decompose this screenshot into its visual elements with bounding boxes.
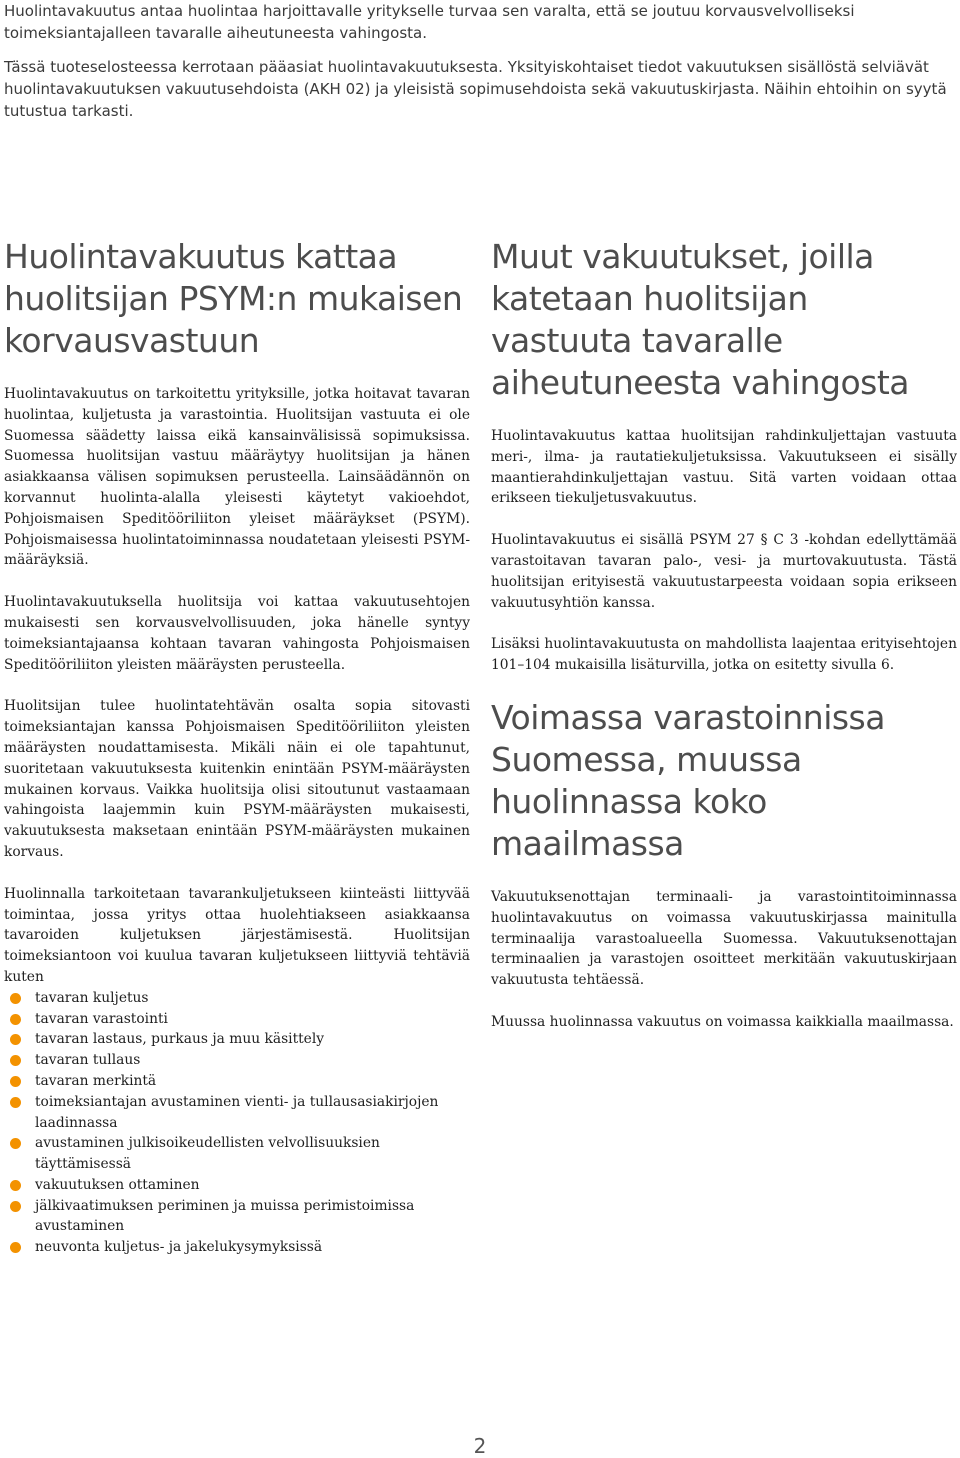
list-item: jälkivaatimuksen periminen ja muissa perimistoimissa avustaminen	[4, 1196, 470, 1238]
list-item: tavaran kuljetus	[4, 988, 470, 1009]
list-item: tavaran varastointi	[4, 1009, 470, 1030]
bullet-dot-icon	[10, 1097, 21, 1108]
section-heading-other-insurance: Muut vakuutukset, joilla katetaan huolitsijan vastuuta tavaralle aiheutuneesta vahingosta	[491, 237, 909, 402]
paragraph-worldwide-validity: Muussa huolinnassa vakuutus on voimassa kaikkialla maailmassa.	[491, 1013, 954, 1030]
list-item: tavaran tullaus	[4, 1050, 470, 1071]
bullet-dot-icon	[10, 1055, 21, 1066]
list-item: avustaminen julkisoikeudellisten velvollisuuksien täyttämisessä	[4, 1133, 470, 1175]
section-heading-coverage: Huolintavakuutus kattaa huolitsijan PSYM:n mukaisen korvausvastuun	[4, 237, 463, 360]
paragraph-agreement: Huolitsijan tulee huolintatehtävän osalta sopia sitovasti toimeksiantajan kanssa Pohjoismaisen Speditööriliiton yleisten määräysten noudattamisesta. Mikäli näin ei ole tapahtunut, suoritetaan vakuutuksesta kuitenkin enintään PSYM-määräysten mukainen korvaus. Vaikka huolitsija olisi sitoutunut vastaamaan vahingoista laajemmin kuin PSYM-määräysten mukaisesti, vakuutuksesta maksetaan enintään PSYM-määräysten mukainen korvaus.	[4, 698, 470, 860]
list-item: tavaran lastaus, purkaus ja muu käsittely	[4, 1029, 470, 1050]
task-list	[4, 988, 470, 1258]
list-item: neuvonta kuljetus- ja jakelukysymyksissä	[4, 1237, 470, 1258]
list-item: toimeksiantajan avustaminen vienti- ja tullausasiakirjojen laadinnassa	[4, 1092, 470, 1134]
right-column	[491, 236, 957, 1054]
bullet-dot-icon	[10, 1201, 21, 1212]
list-item: vakuutuksen ottaminen	[4, 1175, 470, 1196]
intro	[4, 0, 952, 134]
paragraph-liability: Huolintavakuutuksella huolitsija voi kattaa vakuutusehtojen mukaisesti sen korvausvelvollisuuden, joka hänelle syntyy toimeksiantajaansa kohtaan tavaran vahingosta Pohjoismaisen Speditööriliiton yleisten määräysten perusteella.	[4, 594, 470, 673]
bullet-dot-icon	[10, 1034, 21, 1045]
paragraph-extensions: Lisäksi huolintavakuutusta on mahdollista laajentaa erityisehtojen 101–104 mukaisilla lisäturvilla, jotka on esitetty sivulla 6.	[491, 636, 957, 674]
paragraph-exclusion: Huolintavakuutus ei sisällä PSYM 27 § C 3 -kohdan edellyttämää varastoitavan tavaran palo-, vesi- ja murtovakuutusta. Tästä huolitsijan erityisestä vakuutustarpeesta voidaan sopia erikseen vakuutusyhtiön kanssa.	[491, 532, 957, 611]
page-number: 2	[473, 1434, 487, 1458]
bullet-dot-icon	[10, 993, 21, 1004]
paragraph-definition: Huolinnalla tarkoitetaan tavarankuljetukseen kiinteästi liittyvää toimintaa, jossa yritys ottaa huolehtiakseen asiakkaansa tavaroiden kuljetuksen järjestämisestä. Huolitsijan toimeksiantoon voi kuulua tavaran kuljetukseen liittyviä tehtäviä kuten	[4, 885, 470, 985]
paragraph-purpose: Huolintavakuutus on tarkoitettu yrityksille, jotka hoitavat tavaran huolintaa, kuljetusta ja varastointia. Huolitsijan vastuuta ei ole Suomessa säädetty laissa eikä kansainvälisissä sopimuksissa. Suomessa huolitsijan vastuu määräytyy huolitsijan ja hänen asiakkaansa välisen sopimuksen perusteella. Lainsäädännön on korvannut huolinta-alalla yleisesti käytetyt vakioehdot, Pohjoismaisen Speditööriliiton yleiset määräykset (PSYM). Pohjoismaisessa huolintatoiminnassa noudatetaan yleisesti PSYM-määräyksiä.	[4, 386, 470, 569]
section-heading-validity: Voimassa varastoinnissa Suomessa, muussa huolinnassa koko maailmassa	[491, 697, 885, 863]
intro-paragraph-1: Huolintavakuutus antaa huolintaa harjoittavalle yritykselle turvaa sen varalta, että se joutuu korvausvelvolliseksi toimeksiantajalleen tavaralle aiheutuneesta vahingosta.	[4, 2, 855, 42]
intro-paragraph-2: Tässä tuoteselosteessa kerrotaan pääasiat huolintavakuutuksesta. Yksityiskohtaiset tiedot vakuutuksen sisällöstä selviävät huolintavakuutuksen vakuutusehdoista (AKH 02) ja yleisistä sopimusehdoista sekä vakuutuskirjasta. Näihin ehtoihin on syytä tutustua tarkasti.	[4, 58, 947, 120]
bullet-dot-icon	[10, 1180, 21, 1191]
paragraph-terminal-validity: Vakuutuksenottajan terminaali- ja varastointitoiminnassa huolintavakuutus on voimassa vakuutuskirjassa mainitulla terminaalija varastoalueella Suomessa. Vakuutuksenottajan terminaalien ja varastojen osoitteet merkitään vakuutuskirjaan vakuutusta tehtäessä.	[491, 888, 957, 989]
left-column	[4, 236, 470, 1258]
list-item: tavaran merkintä	[4, 1071, 470, 1092]
paragraph-carrier-liability: Huolintavakuutus kattaa huolitsijan rahdinkuljettajan vastuuta meri-, ilma- ja rautatiekuljetuksissa. Vakuutukseen ei sisälly maantierahdinkuljettajan vastuu. Sitä varten voidaan ottaa erikseen tiekuljetusvakuutus.	[491, 428, 957, 507]
bullet-dot-icon	[10, 1138, 21, 1149]
bullet-dot-icon	[10, 1014, 21, 1025]
bullet-dot-icon	[10, 1242, 21, 1253]
bullet-dot-icon	[10, 1076, 21, 1087]
